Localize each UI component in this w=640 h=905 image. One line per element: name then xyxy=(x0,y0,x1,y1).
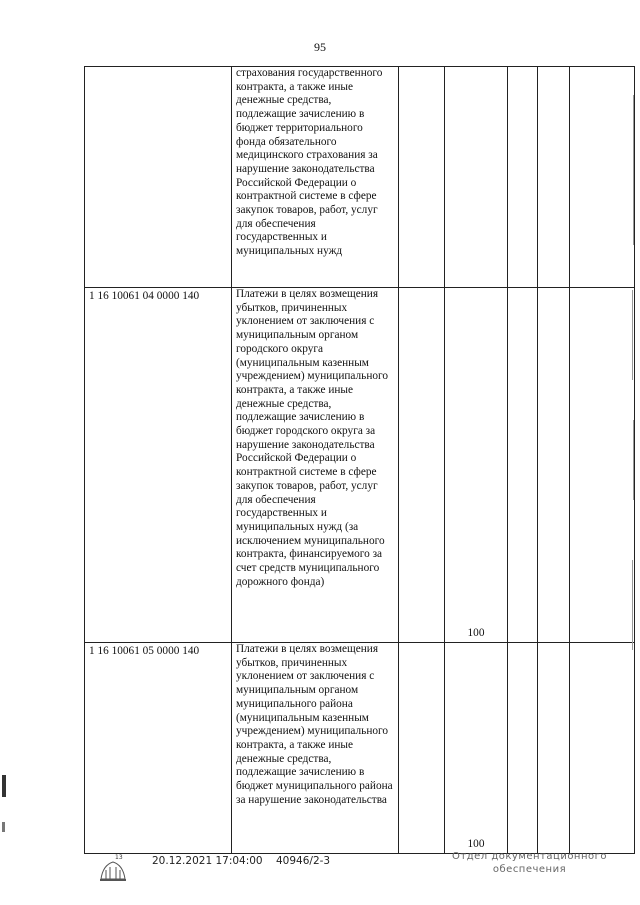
scan-artifact xyxy=(633,420,634,500)
empty-cell xyxy=(508,643,538,854)
row-code: 1 16 10061 04 0000 140 xyxy=(85,288,232,643)
signature-timestamp: 20.12.2021 17:04:00 xyxy=(152,855,263,867)
scan-artifact xyxy=(632,290,633,380)
seal-number: 13 xyxy=(115,854,123,861)
scan-artifact xyxy=(632,560,633,650)
table-row xyxy=(85,643,635,854)
empty-cell xyxy=(570,67,635,288)
department-stamp xyxy=(452,850,607,876)
empty-cell xyxy=(508,288,538,643)
table-row xyxy=(85,288,635,643)
empty-cell xyxy=(399,643,445,854)
empty-cell xyxy=(508,67,538,288)
row-description: страхования государственного контракта, а также иные денежные средства, подлежащие зачислению в бюджет территориального фонда обязательного медицинского страхования за нарушение законодательства Российской Федерации о контрактной системе в сфере закупок товаров, работ, услуг для обеспечения государственных и муниципальных нужд xyxy=(232,67,399,288)
row-code: 1 16 10061 05 0000 140 xyxy=(85,643,232,854)
page-number: 95 xyxy=(314,40,326,54)
stamp-line-1: Отдел документационного xyxy=(452,851,608,862)
row-value: 100 xyxy=(445,643,508,854)
scan-artifact xyxy=(633,95,634,245)
row-value: 100 xyxy=(445,288,508,643)
empty-cell xyxy=(399,288,445,643)
stamp-line-2: обеспечения xyxy=(492,864,567,875)
scan-artifact xyxy=(2,775,6,797)
budget-codes-table xyxy=(84,66,635,854)
coat-of-arms-icon xyxy=(97,853,129,883)
row-description: Платежи в целях возмещения убытков, причиненных уклонением от заключения с муниципальным органом городского округа (муниципальным казенным учреждением) муниципального контракта, а также иные денежные средства, подлежащие зачислению в бюджет городского округа за нарушение законодательства Российской Федерации о контрактной системе в сфере закупок товаров, работ, услуг для обеспечения государственных и муниципальных нужд (за исключением муниципального контракта, финансируемого за счет средств муниципального дорожного фонда) xyxy=(232,288,399,643)
empty-cell xyxy=(570,288,635,643)
empty-cell xyxy=(570,643,635,854)
row-code xyxy=(85,67,232,288)
document-number: 40946/2-3 xyxy=(276,855,331,867)
row-value xyxy=(445,67,508,288)
scan-artifact xyxy=(2,822,5,832)
empty-cell xyxy=(538,643,570,854)
empty-cell xyxy=(538,67,570,288)
empty-cell xyxy=(399,67,445,288)
empty-cell xyxy=(538,288,570,643)
table-row xyxy=(85,67,635,288)
row-description: Платежи в целях возмещения убытков, причиненных уклонением от заключения с муниципальным органом муниципального района (муниципальным казенным учреждением) муниципального контракта, а также иные денежные средства, подлежащие зачислению в бюджет муниципального района за нарушение законодательства xyxy=(232,643,399,854)
